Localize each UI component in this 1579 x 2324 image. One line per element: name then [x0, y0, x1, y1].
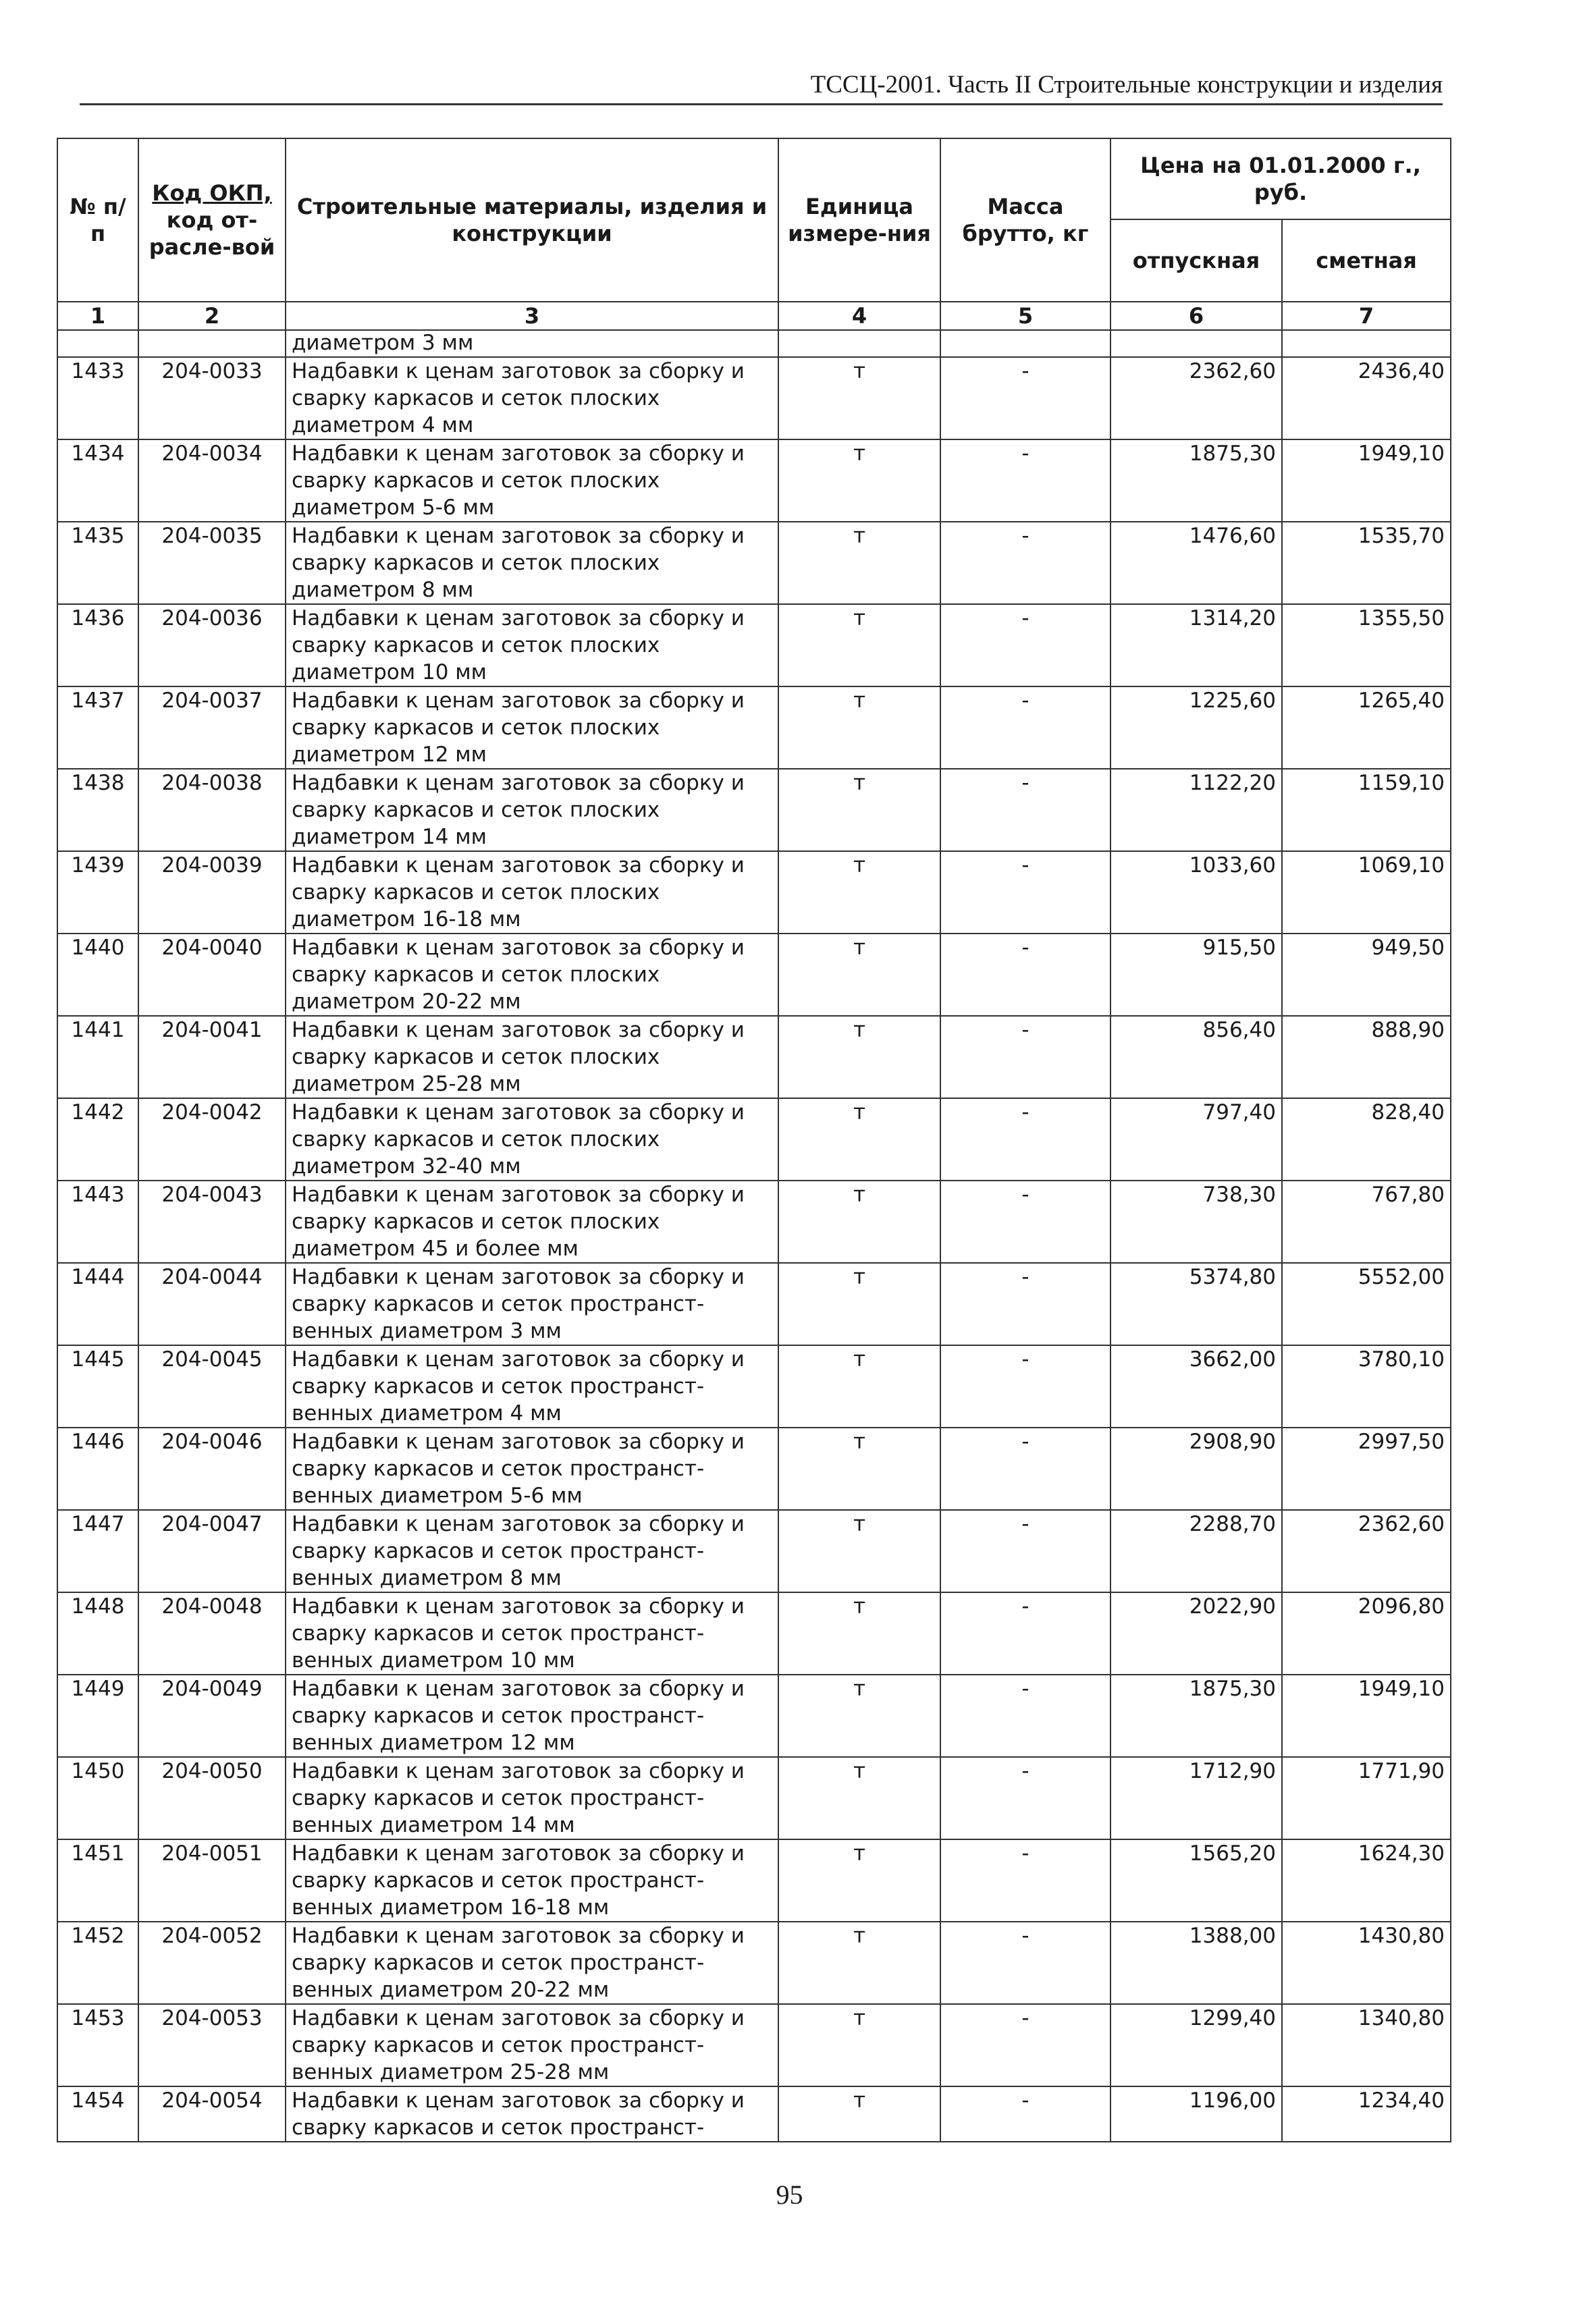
cell-unit [778, 330, 940, 357]
cell-name: Надбавки к ценам заготовок за сборку и сварку каркасов и сеток пространст-венных диаметром 10 мм [286, 1592, 778, 1675]
col-number: 7 [1282, 302, 1451, 330]
header-code-branch: код от-расле-вой [149, 207, 275, 260]
cell-code: 204-0047 [138, 1510, 286, 1592]
cell-estimate: 1265,40 [1282, 686, 1451, 769]
cell-unit: т [778, 769, 940, 851]
cell-name: Надбавки к ценам заготовок за сборку и сварку каркасов и сеток плоских диаметром 20-22 мм [286, 934, 778, 1016]
cell-num: 1433 [57, 357, 138, 439]
col-number: 1 [57, 302, 138, 330]
cell-mass: - [940, 1181, 1110, 1263]
cell-unit: т [778, 1592, 940, 1675]
header-unit: Единица измере-ния [778, 138, 940, 302]
cell-release: 2362,60 [1110, 357, 1282, 439]
cell-release: 1875,30 [1110, 1675, 1282, 1757]
cell-name: Надбавки к ценам заготовок за сборку и сварку каркасов и сеток пространст-венных диаметром 12 мм [286, 1675, 778, 1757]
cell-unit: т [778, 851, 940, 934]
cell-num: 1435 [57, 522, 138, 604]
table-row [57, 934, 1451, 1016]
cell-mass: - [940, 2004, 1110, 2086]
table-row [57, 1016, 1451, 1098]
cell-mass: - [940, 1675, 1110, 1757]
col-number: 3 [286, 302, 778, 330]
page-number: 95 [776, 2180, 803, 2210]
cell-release: 797,40 [1110, 1098, 1282, 1181]
cell-code: 204-0053 [138, 2004, 286, 2086]
header-price-estimate: сметная [1282, 219, 1451, 302]
cell-estimate: 1771,90 [1282, 1757, 1451, 1839]
cell-name: Надбавки к ценам заготовок за сборку и сварку каркасов и сеток пространст-венных диаметром 14 мм [286, 1757, 778, 1839]
cell-unit: т [778, 1922, 940, 2004]
cell-release: 1388,00 [1110, 1922, 1282, 2004]
cell-code: 204-0049 [138, 1675, 286, 1757]
table-row [57, 1592, 1451, 1675]
price-table [57, 138, 1451, 2142]
cell-num: 1449 [57, 1675, 138, 1757]
cell-num: 1436 [57, 604, 138, 686]
cell-code: 204-0039 [138, 851, 286, 934]
cell-mass: - [940, 357, 1110, 439]
cell-release: 1225,60 [1110, 686, 1282, 769]
cell-release: 1314,20 [1110, 604, 1282, 686]
header-code-okp: Код ОКП, [152, 180, 272, 206]
cell-name: Надбавки к ценам заготовок за сборку и сварку каркасов и сеток пространст-венных диаметром 3 мм [286, 1263, 778, 1345]
cell-name: Надбавки к ценам заготовок за сборку и сварку каркасов и сеток плоских диаметром 45 и более мм [286, 1181, 778, 1263]
cell-unit: т [778, 1181, 940, 1263]
cell-mass: - [940, 2086, 1110, 2142]
cell-name: Надбавки к ценам заготовок за сборку и сварку каркасов и сеток пространст-венных диаметром 20-22 мм [286, 1922, 778, 2004]
cell-release: 1122,20 [1110, 769, 1282, 851]
cell-code: 204-0037 [138, 686, 286, 769]
cell-estimate: 1624,30 [1282, 1839, 1451, 1922]
cell-mass: - [940, 522, 1110, 604]
cell-estimate: 1430,80 [1282, 1922, 1451, 2004]
cell-num: 1437 [57, 686, 138, 769]
cell-code [138, 330, 286, 357]
cell-estimate: 767,80 [1282, 1181, 1451, 1263]
cell-unit: т [778, 1263, 940, 1345]
cell-num: 1454 [57, 2086, 138, 2142]
cell-mass: - [940, 1592, 1110, 1675]
table-row [57, 357, 1451, 439]
header-num: № п/п [57, 138, 138, 302]
cell-mass: - [940, 1922, 1110, 2004]
cell-release: 1565,20 [1110, 1839, 1282, 1922]
cell-unit: т [778, 2004, 940, 2086]
cell-mass: - [940, 934, 1110, 1016]
cell-unit: т [778, 1757, 940, 1839]
cell-name: Надбавки к ценам заготовок за сборку и сварку каркасов и сеток плоских диаметром 14 мм [286, 769, 778, 851]
col-number: 2 [138, 302, 286, 330]
cell-num: 1439 [57, 851, 138, 934]
continuation-row [57, 330, 1451, 357]
cell-estimate: 2096,80 [1282, 1592, 1451, 1675]
table-row [57, 1757, 1451, 1839]
table-row [57, 1675, 1451, 1757]
table-row [57, 1922, 1451, 2004]
cell-name: Надбавки к ценам заготовок за сборку и сварку каркасов и сеток плоских диаметром 5-6 мм [286, 439, 778, 522]
cell-unit: т [778, 1675, 940, 1757]
cell-num: 1443 [57, 1181, 138, 1263]
cell-num: 1448 [57, 1592, 138, 1675]
table-row [57, 1098, 1451, 1181]
table-row [57, 1263, 1451, 1345]
cell-num: 1446 [57, 1428, 138, 1510]
cell-release [1110, 330, 1282, 357]
cell-code: 204-0052 [138, 1922, 286, 2004]
cell-num: 1441 [57, 1016, 138, 1098]
cell-code: 204-0046 [138, 1428, 286, 1510]
cell-release: 2908,90 [1110, 1428, 1282, 1510]
table-body [57, 330, 1451, 2142]
cell-mass: - [940, 1510, 1110, 1592]
cell-num: 1442 [57, 1098, 138, 1181]
cell-mass: - [940, 1345, 1110, 1428]
cell-unit: т [778, 1016, 940, 1098]
table-row [57, 1181, 1451, 1263]
cell-num: 1453 [57, 2004, 138, 2086]
cell-release: 1476,60 [1110, 522, 1282, 604]
cell-code: 204-0035 [138, 522, 286, 604]
header-name: Строительные материалы, изделия и конструкции [286, 138, 778, 302]
cell-mass: - [940, 1016, 1110, 1098]
cell-release: 2022,90 [1110, 1592, 1282, 1675]
cell-release: 2288,70 [1110, 1510, 1282, 1592]
cell-estimate: 1949,10 [1282, 1675, 1451, 1757]
header-price-group: Цена на 01.01.2000 г., руб. [1110, 138, 1451, 219]
table-row [57, 1345, 1451, 1428]
table-row [57, 769, 1451, 851]
cell-num: 1445 [57, 1345, 138, 1428]
cell-estimate: 1535,70 [1282, 522, 1451, 604]
table-row [57, 1839, 1451, 1922]
cell-num: 1444 [57, 1263, 138, 1345]
cell-estimate: 888,90 [1282, 1016, 1451, 1098]
table-row [57, 604, 1451, 686]
cell-name: Надбавки к ценам заготовок за сборку и сварку каркасов и сеток плоских диаметром 32-40 мм [286, 1098, 778, 1181]
cell-name: Надбавки к ценам заготовок за сборку и сварку каркасов и сеток пространст- [286, 2086, 778, 2142]
col-number: 6 [1110, 302, 1282, 330]
cell-code: 204-0036 [138, 604, 286, 686]
table-row [57, 851, 1451, 934]
cell-name: Надбавки к ценам заготовок за сборку и сварку каркасов и сеток пространст-венных диаметром 25-28 мм [286, 2004, 778, 2086]
cell-mass: - [940, 1839, 1110, 1922]
cell-code: 204-0034 [138, 439, 286, 522]
table-row [57, 1428, 1451, 1510]
header-code [138, 138, 286, 302]
table-row [57, 686, 1451, 769]
cell-unit: т [778, 1839, 940, 1922]
cell-unit: т [778, 1098, 940, 1181]
table-row [57, 522, 1451, 604]
cell-num: 1447 [57, 1510, 138, 1592]
col-number: 5 [940, 302, 1110, 330]
cell-num: 1450 [57, 1757, 138, 1839]
cell-release: 1033,60 [1110, 851, 1282, 934]
cell-estimate: 1949,10 [1282, 439, 1451, 522]
cell-mass: - [940, 1757, 1110, 1839]
cell-unit: т [778, 439, 940, 522]
cell-mass: - [940, 769, 1110, 851]
cell-estimate: 2436,40 [1282, 357, 1451, 439]
cell-estimate: 2997,50 [1282, 1428, 1451, 1510]
cell-name: Надбавки к ценам заготовок за сборку и сварку каркасов и сеток плоских диаметром 8 мм [286, 522, 778, 604]
cell-mass: - [940, 1428, 1110, 1510]
cell-release: 1299,40 [1110, 2004, 1282, 2086]
cell-num: 1452 [57, 1922, 138, 2004]
cell-estimate: 1355,50 [1282, 604, 1451, 686]
cell-unit: т [778, 522, 940, 604]
cell-num: 1438 [57, 769, 138, 851]
cell-release: 1196,00 [1110, 2086, 1282, 2142]
cell-code: 204-0040 [138, 934, 286, 1016]
cell-unit: т [778, 604, 940, 686]
cell-code: 204-0044 [138, 1263, 286, 1345]
cell-release: 1875,30 [1110, 439, 1282, 522]
cell-estimate: 3780,10 [1282, 1345, 1451, 1428]
cell-mass: - [940, 604, 1110, 686]
cell-estimate: 1069,10 [1282, 851, 1451, 934]
cell-mass: - [940, 1263, 1110, 1345]
cell-code: 204-0033 [138, 357, 286, 439]
header-mass: Масса брутто, кг [940, 138, 1110, 302]
cell-code: 204-0045 [138, 1345, 286, 1428]
cell-mass: - [940, 1098, 1110, 1181]
cell-num: 1451 [57, 1839, 138, 1922]
cell-code: 204-0051 [138, 1839, 286, 1922]
cell-mass: - [940, 439, 1110, 522]
cell-release: 856,40 [1110, 1016, 1282, 1098]
cell-code: 204-0054 [138, 2086, 286, 2142]
cell-name: Надбавки к ценам заготовок за сборку и сварку каркасов и сеток пространст-венных диаметром 16-18 мм [286, 1839, 778, 1922]
cell-estimate: 1234,40 [1282, 2086, 1451, 2142]
cell-release: 915,50 [1110, 934, 1282, 1016]
cell-unit: т [778, 686, 940, 769]
col-number: 4 [778, 302, 940, 330]
cell-mass: - [940, 851, 1110, 934]
cell-release: 3662,00 [1110, 1345, 1282, 1428]
cell-name: диаметром 3 мм [286, 330, 778, 357]
cell-code: 204-0050 [138, 1757, 286, 1839]
cell-num: 1440 [57, 934, 138, 1016]
cell-estimate: 949,50 [1282, 934, 1451, 1016]
page-header: ТССЦ-2001. Часть II Строительные конструкции и изделия [80, 70, 1443, 105]
cell-unit: т [778, 1345, 940, 1428]
cell-code: 204-0042 [138, 1098, 286, 1181]
table-row [57, 439, 1451, 522]
cell-release: 5374,80 [1110, 1263, 1282, 1345]
cell-name: Надбавки к ценам заготовок за сборку и сварку каркасов и сеток плоских диаметром 4 мм [286, 357, 778, 439]
cell-name: Надбавки к ценам заготовок за сборку и сварку каркасов и сеток плоских диаметром 10 мм [286, 604, 778, 686]
cell-code: 204-0048 [138, 1592, 286, 1675]
cell-unit: т [778, 1510, 940, 1592]
cell-name: Надбавки к ценам заготовок за сборку и сварку каркасов и сеток плоских диаметром 25-28 мм [286, 1016, 778, 1098]
cell-unit: т [778, 2086, 940, 2142]
table-row [57, 2086, 1451, 2142]
cell-code: 204-0041 [138, 1016, 286, 1098]
cell-release: 1712,90 [1110, 1757, 1282, 1839]
cell-mass: - [940, 686, 1110, 769]
cell-name: Надбавки к ценам заготовок за сборку и сварку каркасов и сеток плоских диаметром 12 мм [286, 686, 778, 769]
cell-estimate: 5552,00 [1282, 1263, 1451, 1345]
cell-code: 204-0043 [138, 1181, 286, 1263]
cell-unit: т [778, 1428, 940, 1510]
cell-estimate: 1340,80 [1282, 2004, 1451, 2086]
cell-release: 738,30 [1110, 1181, 1282, 1263]
cell-estimate [1282, 330, 1451, 357]
cell-estimate: 828,40 [1282, 1098, 1451, 1181]
cell-estimate: 2362,60 [1282, 1510, 1451, 1592]
cell-name: Надбавки к ценам заготовок за сборку и сварку каркасов и сеток пространст-венных диаметром 4 мм [286, 1345, 778, 1428]
cell-name: Надбавки к ценам заготовок за сборку и сварку каркасов и сеток пространст-венных диаметром 8 мм [286, 1510, 778, 1592]
table-row [57, 1510, 1451, 1592]
cell-code: 204-0038 [138, 769, 286, 851]
cell-num: 1434 [57, 439, 138, 522]
table-row [57, 2004, 1451, 2086]
header-price-release: отпускная [1110, 219, 1282, 302]
cell-mass [940, 330, 1110, 357]
cell-unit: т [778, 934, 940, 1016]
cell-unit: т [778, 357, 940, 439]
cell-num [57, 330, 138, 357]
cell-name: Надбавки к ценам заготовок за сборку и сварку каркасов и сеток плоских диаметром 16-18 мм [286, 851, 778, 934]
cell-estimate: 1159,10 [1282, 769, 1451, 851]
cell-name: Надбавки к ценам заготовок за сборку и сварку каркасов и сеток пространст-венных диаметром 5-6 мм [286, 1428, 778, 1510]
